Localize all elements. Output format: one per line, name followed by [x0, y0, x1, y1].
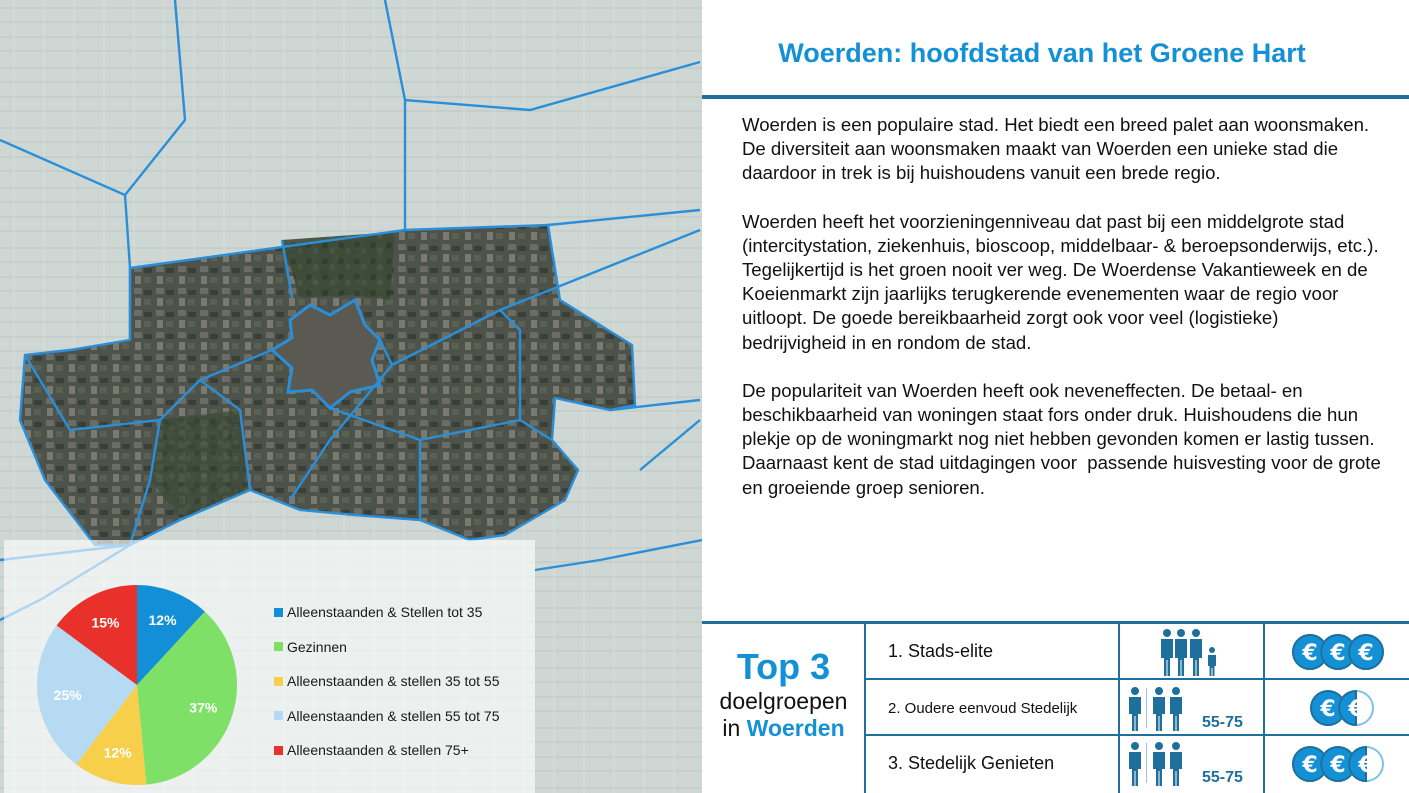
legend-swatch: [274, 711, 283, 720]
svg-text:€: €: [1302, 641, 1318, 666]
row-2-age: 55-75: [1202, 714, 1243, 731]
svg-text:€: €: [1330, 753, 1346, 778]
pie-data-label: 12%: [148, 611, 177, 628]
svg-text:€: €: [1320, 697, 1336, 722]
seniors-icon: [1124, 686, 1194, 732]
row-3-age: 55-75: [1202, 769, 1243, 786]
legend-swatch: [274, 608, 283, 617]
top3-location-prefix: in: [722, 715, 747, 741]
table-divider-2: [1118, 624, 1120, 793]
legend-item: [274, 595, 500, 630]
legend-label: Alleenstaanden & stellen 75+: [287, 742, 469, 759]
legend-swatch: [274, 642, 283, 651]
info-panel: [702, 0, 1409, 793]
legend-label: Alleenstaanden & Stellen tot 35: [287, 604, 483, 621]
top3-location: [702, 715, 865, 742]
svg-text:€: €: [1302, 753, 1318, 778]
family-icon: [1158, 628, 1228, 678]
top3-location-accent: Woerden: [746, 715, 845, 741]
legend-label: Alleenstaanden & stellen 55 tot 75: [287, 707, 500, 724]
legend-label: Gezinnen: [287, 638, 347, 655]
green-zone: [282, 232, 395, 300]
top3-subtitle: doelgroepen: [719, 688, 848, 714]
euro-level-icon: [1292, 630, 1387, 674]
euro-coin: [1349, 747, 1383, 781]
pie-data-label: 25%: [53, 686, 82, 703]
paragraph-2: Woerden heeft het voorzieningenniveau dat past bij een middelgrote stad (intercitystation, ziekenhuis, bioscoop, middelbaar- & beroepsonderwijs, etc.). Tegelijkertijd is het groen nooit ver weg. De Woerdense Vakantieweek en de Koeienmarkt zijn jaarlijks terugkerende evenementen waar de regio voor uitloopt. De goede bereikbaarheid zorgt ook voor veel (logistieke) bedrijvigheid in en rondom de stad.: [742, 210, 1384, 353]
legend-item: [274, 699, 500, 734]
svg-text:€: €: [1330, 641, 1346, 666]
page-title: Woerden: hoofdstad van het Groene Hart: [778, 38, 1306, 68]
map-panel: [0, 0, 702, 793]
row-divider-1: [865, 678, 1409, 680]
body-text: [742, 113, 1386, 524]
row-2-label: 2. Oudere eenvoud Stedelijk: [888, 700, 1078, 717]
legend-item: [274, 664, 500, 699]
title-divider: [702, 95, 1409, 99]
legend-item: [274, 733, 500, 768]
euro-level-icon: [1292, 742, 1387, 786]
table-divider-3: [1263, 624, 1265, 793]
paragraph-1: Woerden is een populaire stad. Het biedt een breed palet aan woonsmaken. De diversiteit aan woonsmaken maakt van Woerden een unieke stad die daardoor in trek is bij huishoudens vanuit een brede regio.: [742, 114, 1375, 184]
row-divider-2: [865, 734, 1409, 736]
legend-item: [274, 630, 500, 665]
legend-label: Alleenstaanden & stellen 35 tot 55: [287, 673, 500, 690]
euro-level-icon: [1292, 686, 1387, 730]
legend-swatch: [274, 677, 283, 686]
pie-chart-panel: [4, 540, 535, 793]
row-1-label: 1. Stads-elite: [888, 641, 994, 661]
svg-text:€: €: [1348, 697, 1364, 722]
row-3-label: 3. Stedelijk Genieten: [888, 753, 1055, 773]
euro-coin: [1349, 635, 1383, 669]
paragraph-3: De populariteit van Woerden heeft ook neveneffecten. De betaal- en beschikbaarheid van woningen staat fors onder druk. Huishoudens die hun plekje op de woningmarkt nog niet hebben gevonden komen er lastig tussen. Daarnaast kent de stad uitdagingen voor passende huisvesting voor de grote en groeiende groep senioren.: [742, 379, 1386, 498]
euro-coin: [1339, 691, 1373, 725]
pie-data-label: 15%: [91, 614, 120, 631]
seniors-couple-icon: [1124, 741, 1194, 787]
pie-data-label: 37%: [189, 699, 218, 716]
legend-swatch: [274, 746, 283, 755]
svg-text:€: €: [1358, 753, 1374, 778]
pie-chart: [32, 580, 242, 790]
table-divider-1: [864, 624, 866, 793]
chart-legend: [274, 595, 500, 768]
top3-title: Top 3: [736, 646, 831, 687]
top3-table: [702, 624, 1409, 793]
svg-text:€: €: [1358, 641, 1374, 666]
top3-heading: [702, 646, 865, 742]
pie-data-label: 12%: [103, 744, 132, 761]
